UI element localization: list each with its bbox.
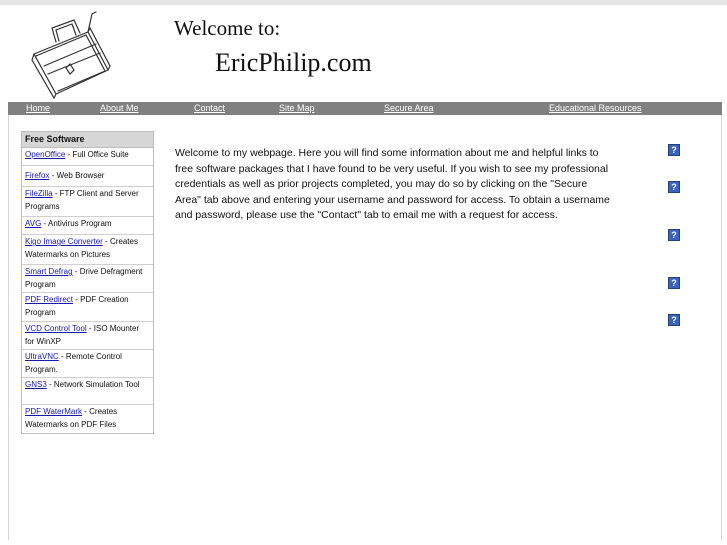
software-desc: - Full Office Suite [65,150,129,159]
list-item [22,378,153,405]
list-item [22,293,153,322]
free-software-sidebar [21,131,154,434]
software-desc: - ISO Mounter for WinXP [25,324,140,346]
help-icon[interactable]: ? [668,144,680,156]
list-item [22,217,153,235]
software-desc: - Remote Control Program. [25,352,122,374]
list-item [22,265,153,293]
software-link[interactable]: Smart Defrag [25,267,73,276]
nav-secure-area[interactable]: Secure Area [384,103,434,113]
site-name: EricPhilip.com [215,48,372,77]
software-desc: - Drive Defragment Program [25,267,143,289]
software-link[interactable]: VCD Control Tool [25,324,87,333]
software-desc: - Creates Watermarks on Pictures [25,237,138,259]
nav-home[interactable]: Home [26,103,51,113]
nav-contact[interactable]: Contact [194,103,226,113]
list-item [22,235,153,265]
nav-bar [8,102,722,115]
briefcase-sketch-icon [26,8,122,100]
software-link[interactable]: GNS3 [25,380,47,389]
help-icon[interactable]: ? [668,314,680,326]
list-item [22,187,153,217]
software-desc: - FTP Client and Server Programs [25,189,139,211]
nav-educational-resources[interactable]: Educational Resources [549,103,642,113]
software-desc: - Network Simulation Tool [46,380,140,389]
software-desc: - Creates Watermarks on PDF Files [25,407,118,429]
software-link[interactable]: Firefox [25,171,50,180]
software-link[interactable]: FileZilla [25,189,53,198]
nav-about-me[interactable]: About Me [100,103,139,113]
list-item [22,322,153,350]
list-item [22,405,153,433]
list-item [22,350,153,378]
sidebar-title: Free Software [22,132,153,148]
software-desc: - Web Browser [49,171,105,180]
software-desc: - Antivirus Program [41,219,112,228]
help-icon[interactable]: ? [668,229,680,241]
software-link[interactable]: PDF WaterMark [25,407,83,416]
help-icon[interactable]: ? [668,181,680,193]
software-link[interactable]: UltraVNC [25,352,59,361]
software-desc: - PDF Creation Program [25,295,129,317]
software-link[interactable]: Kigo Image Converter [25,237,103,246]
nav-site-map[interactable]: Site Map [279,103,315,113]
list-item [22,148,153,166]
intro-text: Welcome to my webpage. Here you will find some information about me and helpful links to free software packages that I have found to be very useful. If you wish to see my professional credentials as well as prior projects completed, you may do so by clicking on the "Secure Area" tab above and entering your username and password for access. To obtain a username and password, please use the "Contact" tab to email me with a request for access. [175,147,610,221]
list-item [22,166,153,187]
help-icon[interactable]: ? [668,277,680,289]
welcome-heading: Welcome to: [174,16,281,40]
software-link[interactable]: AVG [25,219,42,228]
software-link[interactable]: PDF Redirect [25,295,74,304]
software-link[interactable]: OpenOffice [25,150,66,159]
